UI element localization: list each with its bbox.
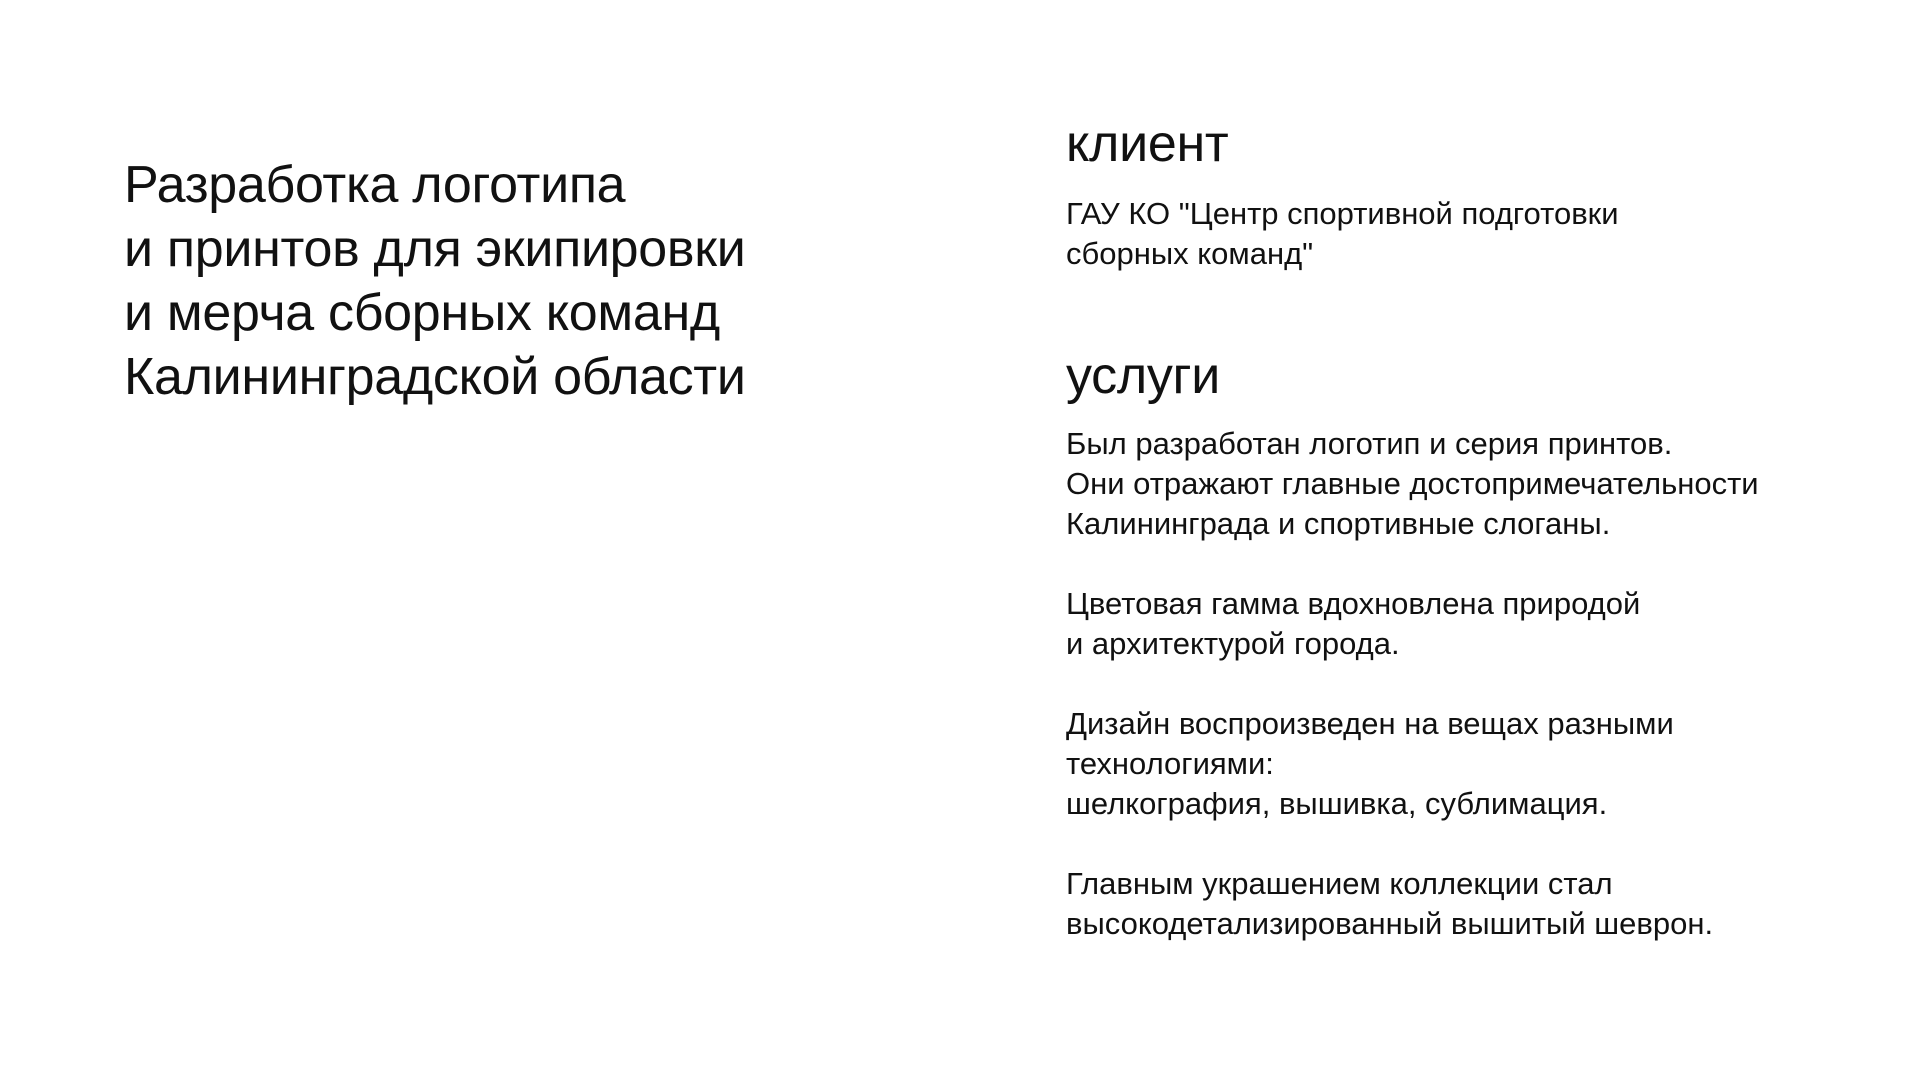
project-info	[1066, 112, 1886, 944]
services-heading: услуги	[1066, 347, 1220, 405]
services-line: и архитектурой города.	[1066, 626, 1400, 661]
services-line: шелкография, вышивка, сублимация.	[1066, 786, 1608, 821]
services-line: Калининграда и спортивные слоганы.	[1066, 506, 1611, 541]
services-line: Главным украшением коллекции стал	[1066, 866, 1613, 901]
project-title-line: Разработка логотипа	[124, 155, 626, 214]
services-line: Цветовая гамма вдохновлена природой	[1066, 586, 1641, 621]
project-title-line: и принтов для экипировки	[124, 219, 746, 278]
services-description	[1066, 424, 1886, 944]
client-name-line: ГАУ КО "Центр спортивной подготовки	[1066, 196, 1619, 231]
client-heading: клиент	[1066, 115, 1229, 173]
services-paragraph	[1066, 424, 1886, 544]
services-line: технологиями:	[1066, 746, 1274, 781]
services-line: Был разработан логотип и серия принтов.	[1066, 426, 1673, 461]
client-name-line: сборных команд"	[1066, 236, 1314, 271]
services-paragraph	[1066, 584, 1886, 664]
services-paragraph	[1066, 864, 1886, 944]
services-line: Дизайн воспроизведен на вещах разными	[1066, 706, 1674, 741]
services-line: высокодетализированный вышитый шеврон.	[1066, 906, 1714, 941]
client-name	[1066, 194, 1886, 274]
project-title	[124, 153, 944, 409]
services-line: Они отражают главные достопримечательности	[1066, 466, 1759, 501]
services-paragraph	[1066, 704, 1886, 824]
project-title-line: Калининградской области	[124, 347, 746, 406]
project-title-line: и мерча сборных команд	[124, 283, 720, 342]
